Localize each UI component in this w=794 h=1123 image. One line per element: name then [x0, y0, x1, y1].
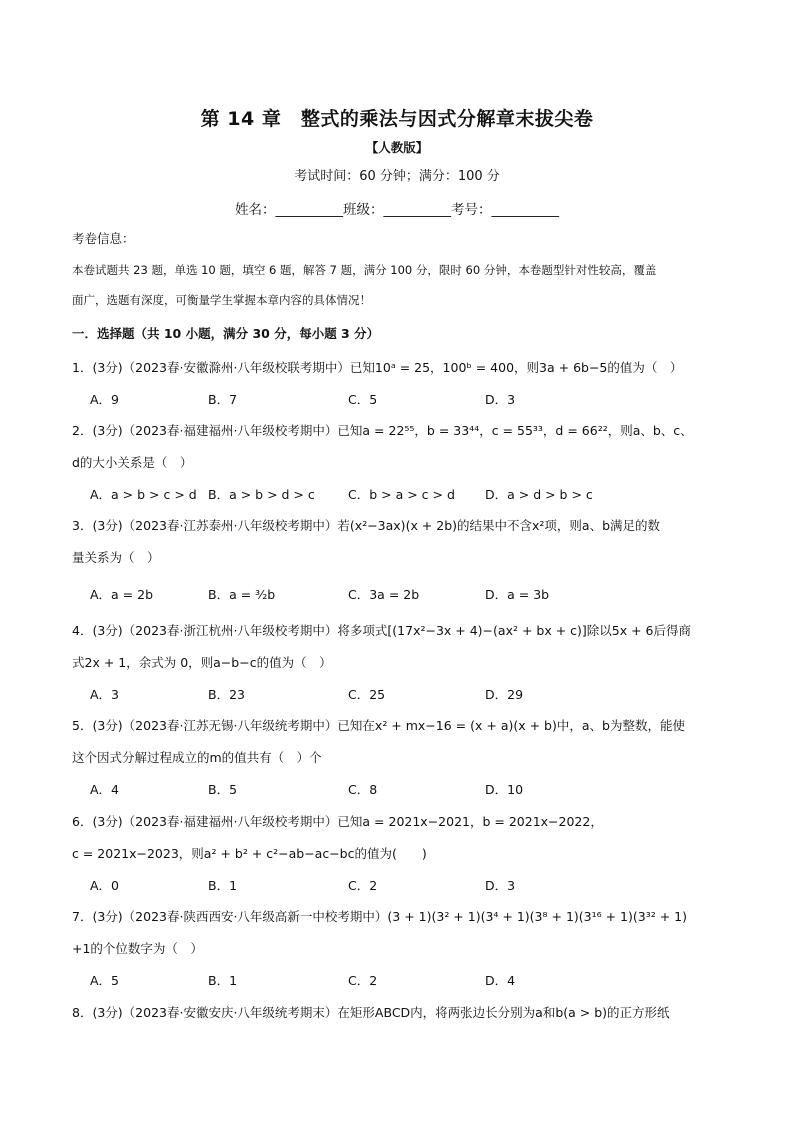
- edition-label: 【人教版】: [365, 140, 429, 155]
- option-d: D．a > d > b > c: [485, 487, 593, 502]
- question-2-cont: d的大小关系是（ ）: [72, 455, 193, 470]
- question-5-cont: 这个因式分解过程成立的m的值共有（ ）个: [72, 750, 322, 765]
- option-b: B．23: [208, 687, 245, 702]
- option-a: A．a > b > c > d: [90, 487, 197, 502]
- question-5-options: [90, 780, 730, 798]
- option-a: A．9: [90, 392, 120, 407]
- option-a: A．a = 2b: [90, 587, 154, 602]
- option-b: B．1: [208, 878, 238, 893]
- question-7-cont: +1的个位数字为（ ）: [72, 941, 203, 956]
- question-6-options: [90, 876, 730, 894]
- question-2: 2．(3分)（2023春·福建福州·八年级校考期中）已知a = 22⁵⁵，b = 33⁴⁴，c = 55³³，d = 66²²，则a、b、c、: [72, 423, 693, 438]
- question-4: 4．(3分)（2023春·浙江杭州·八年级校考期中）将多项式[(17x²−3x + 4)−(ax² + bx + c)]除以5x + 6后得商: [72, 623, 692, 638]
- question-6-cont: c = 2021x−2023，则a² + b² + c²−ab−ac−bc的值为( ): [72, 846, 427, 861]
- option-b: B．a > b > d > c: [208, 487, 315, 502]
- exam-info: 考试时间：60 分钟；满分：100 分: [294, 169, 500, 184]
- question-3: 3．(3分)（2023春·江苏泰州·八年级校考期中）若(x²−3ax)(x + 2b)的结果中不含x²项，则a、b满足的数: [72, 518, 661, 533]
- intro-line-1: 本卷试题共 23 题，单选 10 题，填空 6 题，解答 7 题，满分 100 分，限时 60 分钟，本卷题型针对性较高，覆盖: [72, 263, 657, 277]
- option-c: C．25: [348, 687, 386, 702]
- option-c: C．2: [348, 878, 378, 893]
- intro-line-2: 面广，选题有深度，可衡量学生掌握本章内容的具体情况！: [72, 293, 371, 307]
- question-4-cont: 式2x + 1，余式为 0，则a−b−c的值为（ ）: [72, 655, 332, 670]
- question-2-options: [90, 485, 730, 503]
- option-d: D．3: [485, 392, 516, 407]
- question-1-options: [90, 390, 730, 408]
- question-8: 8．(3分)（2023春·安徽安庆·八年级统考期末）在矩形ABCD内，将两张边长分别为a和b(a > b)的正方形纸: [72, 1005, 670, 1020]
- question-3-options: [90, 585, 730, 603]
- option-c: C．8: [348, 782, 378, 797]
- option-d: D．10: [485, 782, 524, 797]
- option-b: B．1: [208, 973, 238, 988]
- option-b: B．7: [208, 392, 238, 407]
- section-title: 一．选择题（共 10 小题，满分 30 分，每小题 3 分）: [72, 326, 380, 341]
- student-fields: 姓名：__________班级：__________考号：__________: [235, 202, 559, 218]
- option-b: B．a = ³⁄₂b: [208, 587, 276, 602]
- page-title: 第 14 章 整式的乘法与因式分解章末拔尖卷: [200, 108, 594, 130]
- question-3-cont: 量关系为（ ）: [72, 550, 160, 565]
- question-4-options: [90, 685, 730, 703]
- option-b: B．5: [208, 782, 238, 797]
- option-d: D．4: [485, 973, 516, 988]
- question-5: 5．(3分)（2023春·江苏无锡·八年级统考期中）已知在x² + mx−16 = (x + a)(x + b)中，a、b为整数，能使: [72, 718, 685, 733]
- option-d: D．a = 3b: [485, 587, 550, 602]
- option-c: C．2: [348, 973, 378, 988]
- question-6: 6．(3分)（2023春·福建福州·八年级校考期中）已知a = 2021x−2021，b = 2021x−2022，: [72, 814, 603, 829]
- option-a: A．5: [90, 973, 120, 988]
- option-c: C．b > a > c > d: [348, 487, 455, 502]
- option-a: A．0: [90, 878, 120, 893]
- option-a: A．4: [90, 782, 120, 797]
- option-c: C．3a = 2b: [348, 587, 420, 602]
- option-a: A．3: [90, 687, 120, 702]
- option-d: D．3: [485, 878, 516, 893]
- option-d: D．29: [485, 687, 524, 702]
- option-c: C．5: [348, 392, 378, 407]
- question-1: 1．(3分)（2023春·安徽滁州·八年级校联考期中）已知10ᵃ = 25，100ᵇ = 400，则3a + 6b−5的值为（ ）: [72, 360, 683, 375]
- question-7-options: [90, 971, 730, 989]
- intro-heading: 考卷信息：: [72, 231, 135, 246]
- question-7: 7．(3分)（2023春·陕西西安·八年级高新一中校考期中）(3 + 1)(3² + 1)(3⁴ + 1)(3⁸ + 1)(3¹⁶ + 1)(3³² + 1): [72, 909, 687, 924]
